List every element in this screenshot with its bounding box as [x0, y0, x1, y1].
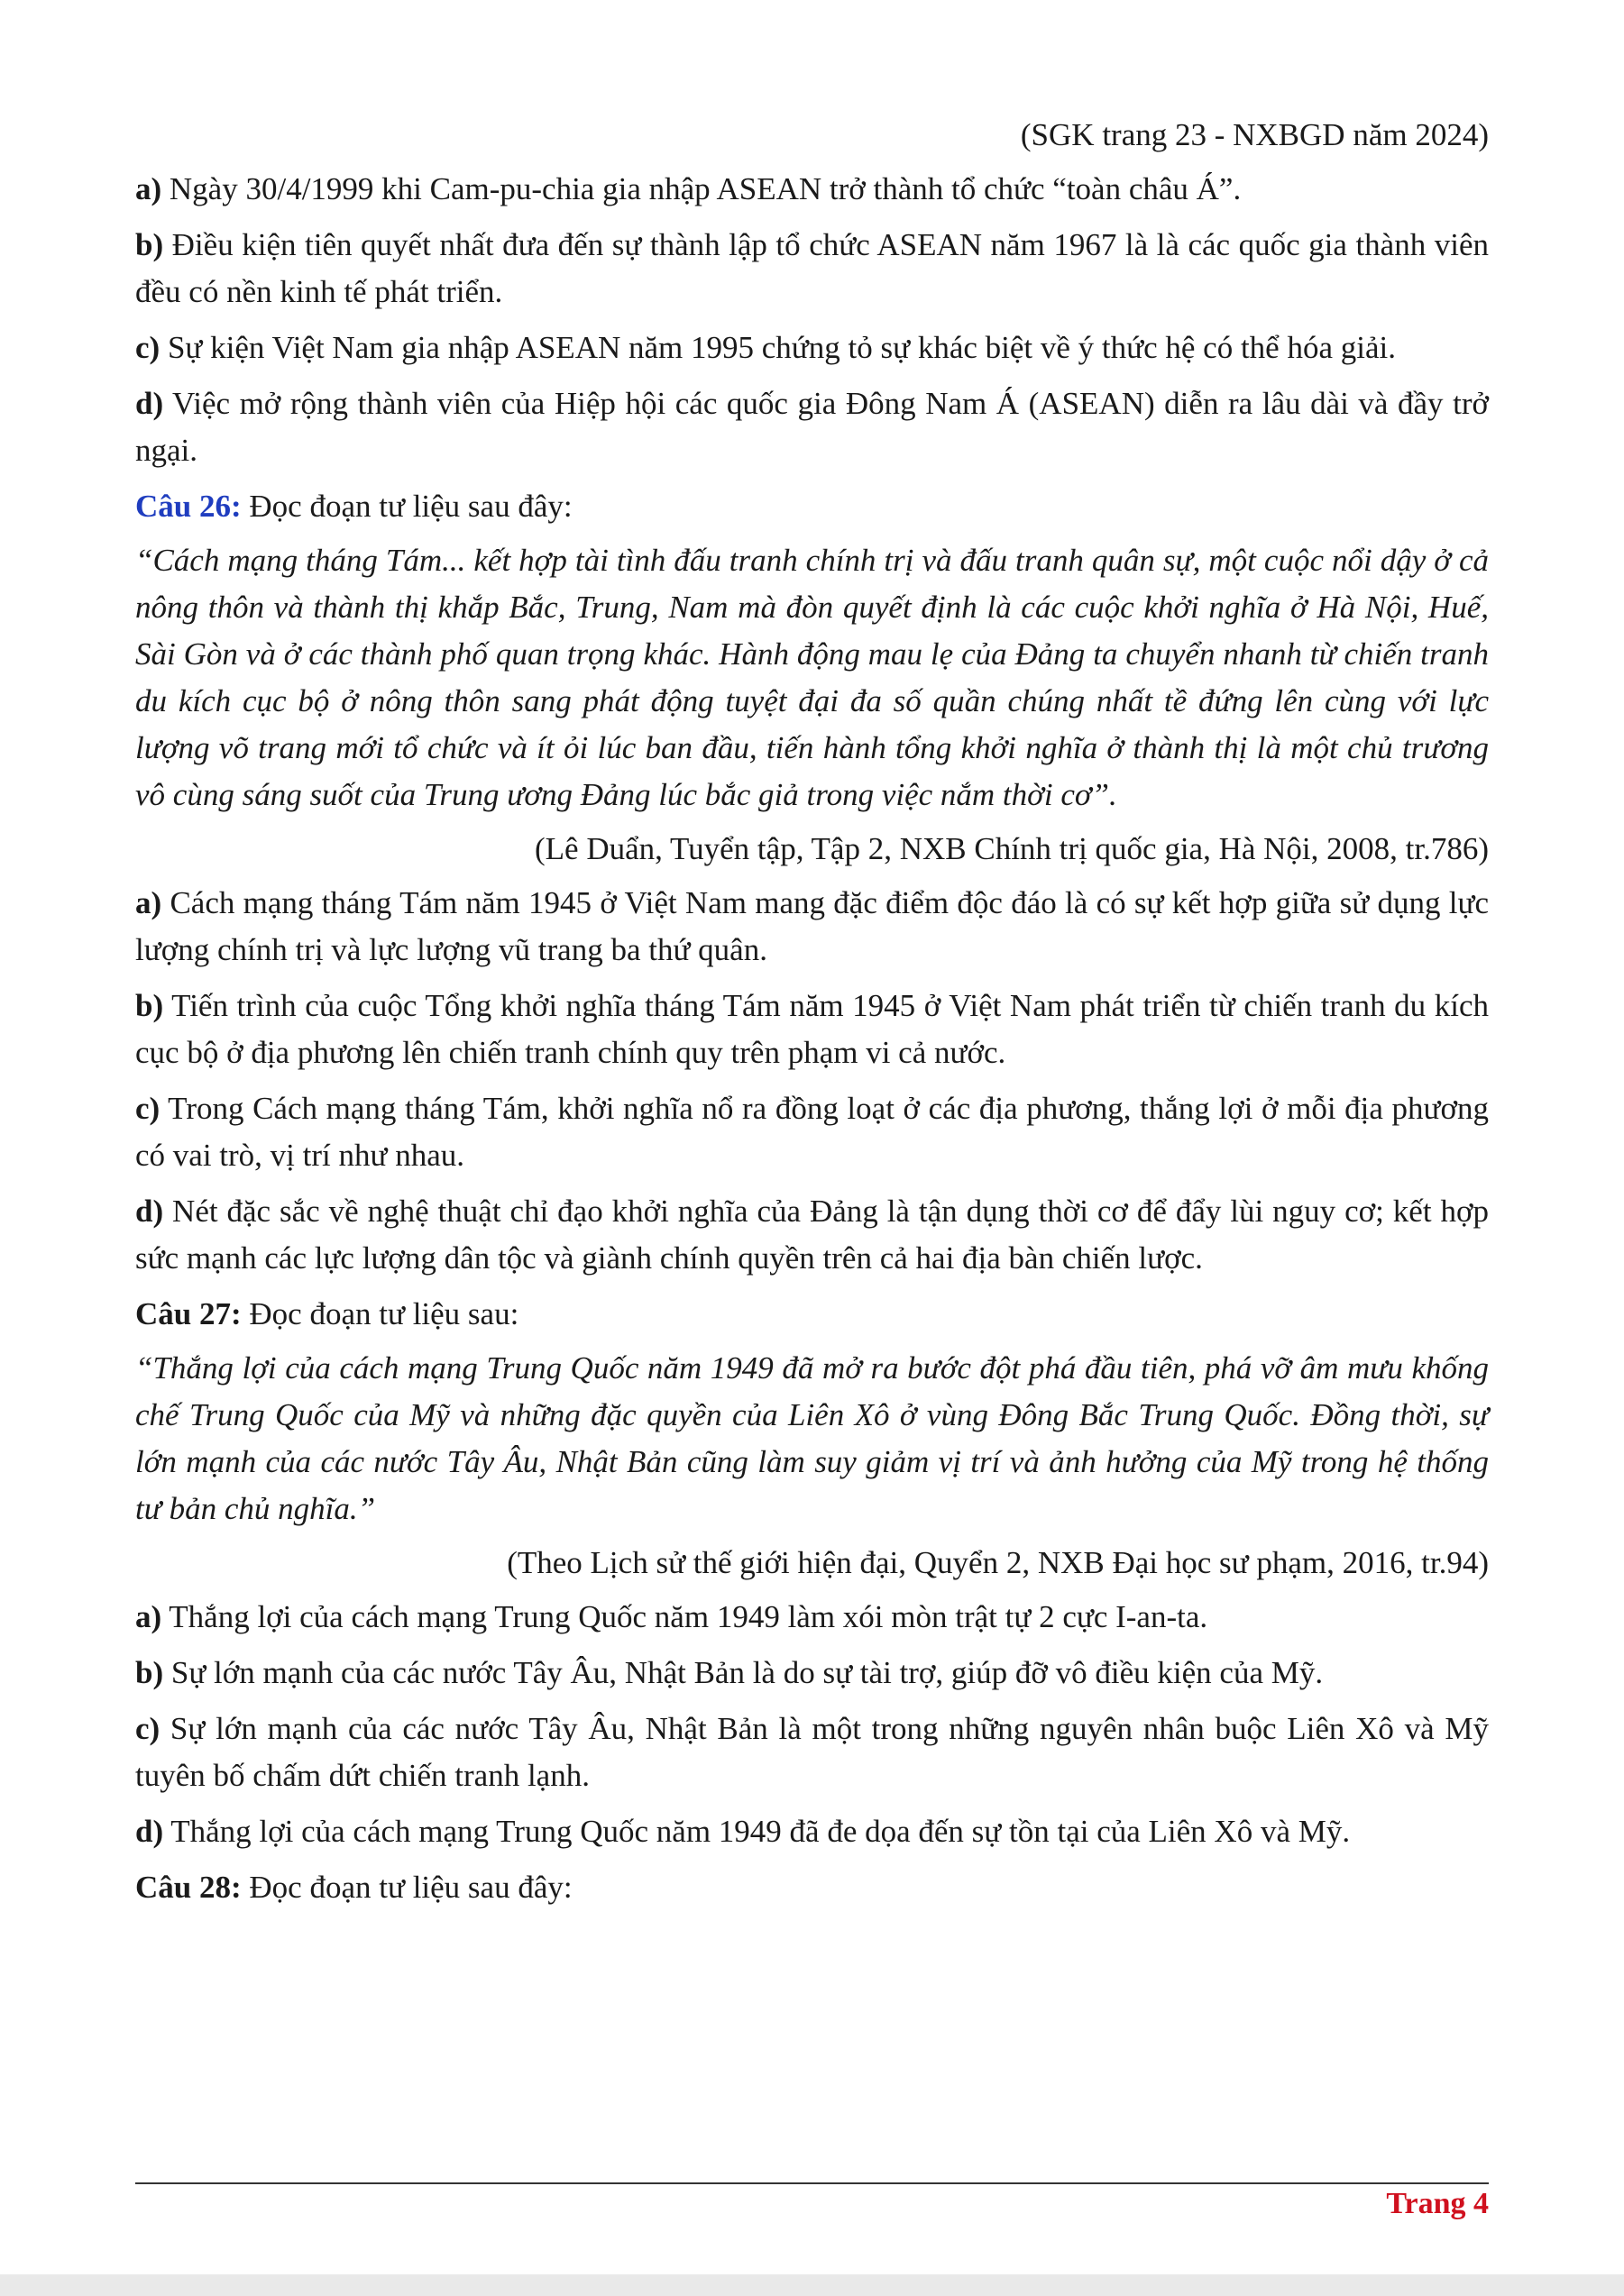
option-b: b) Sự lớn mạnh của các nước Tây Âu, Nhật Bản là do sự tài trợ, giúp đỡ vô điều kiện của Mỹ.	[135, 1655, 1324, 1690]
question-27	[135, 1291, 1489, 1855]
option-b: b) Điều kiện tiên quyết nhất đưa đến sự thành lập tổ chức ASEAN năm 1967 là là các quốc gia thành viên đều có nền kinh tế phát triển.	[135, 227, 1489, 309]
quote-source: (Lê Duẩn, Tuyển tập, Tập 2, NXB Chính trị quốc gia, Hà Nội, 2008, tr.786)	[535, 831, 1489, 866]
question-26	[135, 483, 1489, 1282]
question-27-heading: Câu 27: Đọc đoạn tư liệu sau:	[135, 1296, 519, 1331]
textbook-source: (SGK trang 23 - NXBGD năm 2024)	[1020, 117, 1489, 152]
quote-passage: “Cách mạng tháng Tám... kết hợp tài tình đấu tranh chính trị và đấu tranh quân sự, một cuộc nổi dậy ở cả nông thôn và thành thị khắp Bắc, Trung, Nam mà đòn quyết định là các cuộc khởi nghĩa ở Hà Nội, Huế, Sài Gòn và ở các thành phố quan trọng khác. Hành động mau lẹ của Đảng ta chuyển nhanh từ chiến tranh du kích cục bộ ở nông thôn sang phát động tuyệt đại đa số quần chúng nhất tề đứng lên cùng với lực lượng võ trang mới tổ chức và ít ỏi lúc ban đầu, tiến hành tổng khởi nghĩa ở thành thị là một chủ trương vô cùng sáng suốt của Trung ương Đảng lúc bắc giả trong việc nắm thời cơ”.	[135, 543, 1489, 812]
question-28-heading: Câu 28: Đọc đoạn tư liệu sau đây:	[135, 1870, 573, 1905]
question-number: Câu 28:	[135, 1870, 242, 1905]
quote-passage: “Thắng lợi của cách mạng Trung Quốc năm 1949 đã mở ra bước đột phá đầu tiên, phá vỡ âm mưu khống chế Trung Quốc của Mỹ và những đặc quyền của Liên Xô ở vùng Đông Bắc Trung Quốc. Đồng thời, sự lớn mạnh của các nước Tây Âu, Nhật Bản cũng làm suy giảm vị trí và ảnh hưởng của Mỹ trong hệ thống tư bản chủ nghĩa.”	[135, 1350, 1489, 1526]
question-number: Câu 26:	[135, 489, 242, 524]
question-26-heading: Câu 26: Đọc đoạn tư liệu sau đây:	[135, 489, 573, 524]
option-d: d) Thắng lợi của cách mạng Trung Quốc năm 1949 đã đe dọa đến sự tồn tại của Liên Xô và Mỹ.	[135, 1814, 1351, 1849]
option-a: a) Thắng lợi của cách mạng Trung Quốc năm 1949 làm xói mòn trật tự 2 cực I-an-ta.	[135, 1599, 1208, 1634]
option-b: b) Tiến trình của cuộc Tổng khởi nghĩa tháng Tám năm 1945 ở Việt Nam phát triển từ chiến tranh du kích cục bộ ở địa phương lên chiến tranh chính quy trên phạm vi cả nước.	[135, 988, 1489, 1070]
option-c: c) Sự kiện Việt Nam gia nhập ASEAN năm 1995 chứng tỏ sự khác biệt về ý thức hệ có thể hóa giải.	[135, 330, 1396, 365]
option-a: a) Ngày 30/4/1999 khi Cam-pu-chia gia nhập ASEAN trở thành tổ chức “toàn châu Á”.	[135, 171, 1242, 206]
viewer-bottom-edge	[0, 2274, 1624, 2296]
option-d: d) Nét đặc sắc về nghệ thuật chỉ đạo khởi nghĩa của Đảng là tận dụng thời cơ để đẩy lùi nguy cơ; kết hợp sức mạnh các lực lượng dân tộc và giành chính quyền trên cả hai địa bàn chiến lược.	[135, 1194, 1489, 1276]
question-number: Câu 27:	[135, 1296, 242, 1331]
quote-source: (Theo Lịch sử thế giới hiện đại, Quyển 2, NXB Đại học sư phạm, 2016, tr.94)	[507, 1545, 1489, 1580]
option-c: c) Trong Cách mạng tháng Tám, khởi nghĩa nổ ra đồng loạt ở các địa phương, thắng lợi ở mỗi địa phương có vai trò, vị trí như nhau.	[135, 1091, 1489, 1173]
page-number: Trang 4	[1386, 2187, 1489, 2220]
option-d: d) Việc mở rộng thành viên của Hiệp hội các quốc gia Đông Nam Á (ASEAN) diễn ra lâu dài và đầy trở ngại.	[135, 386, 1489, 468]
prev-question-options	[135, 166, 1489, 474]
option-c: c) Sự lớn mạnh của các nước Tây Âu, Nhật Bản là một trong những nguyên nhân buộc Liên Xô và Mỹ tuyên bố chấm dứt chiến tranh lạnh.	[135, 1711, 1489, 1793]
question-28	[135, 1864, 1489, 1911]
option-a: a) Cách mạng tháng Tám năm 1945 ở Việt Nam mang đặc điểm độc đáo là có sự kết hợp giữa sử dụng lực lượng chính trị và lực lượng vũ trang ba thứ quân.	[135, 885, 1489, 967]
footer-divider	[135, 2182, 1489, 2184]
